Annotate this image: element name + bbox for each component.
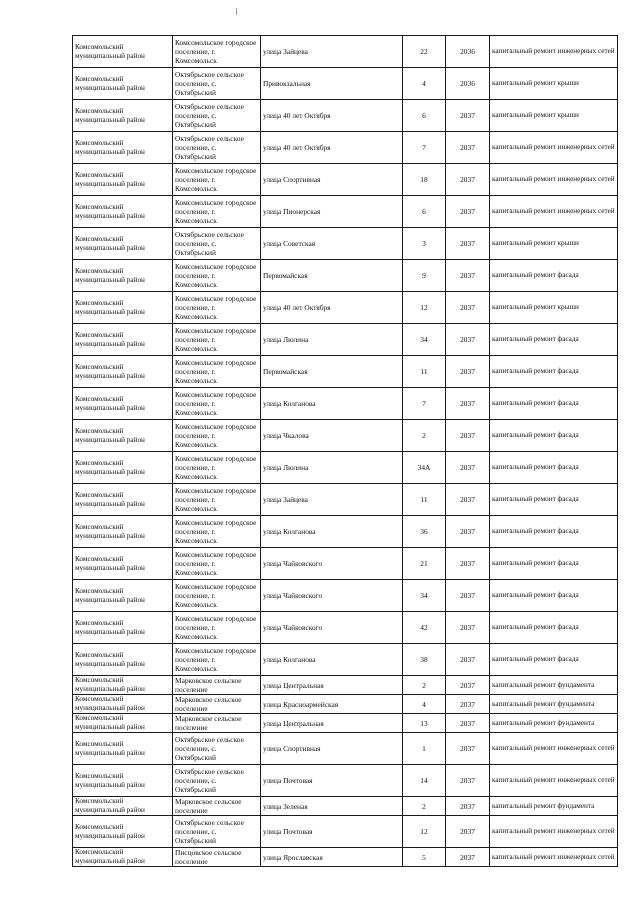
work-type-cell: капитальный ремонт фасада (490, 644, 618, 676)
house-number-cell: 1 (403, 733, 446, 765)
street-cell: улица Спортивная (261, 733, 403, 765)
street-cell: улица Чайковского (261, 580, 403, 612)
district-cell: Комсомольский муниципальный район (73, 484, 173, 516)
work-type-cell: капитальный ремонт инженерных сетей (490, 848, 618, 867)
street-cell: улица Центральная (261, 714, 403, 733)
year-cell: 2037 (446, 612, 490, 644)
year-cell: 2037 (446, 797, 490, 816)
settlement-cell: Марковское сельское поселение (173, 676, 261, 695)
year-cell: 2037 (446, 356, 490, 388)
settlement-cell: Октябрьское сельское поселение, с. Октябрьский (173, 765, 261, 797)
settlement-cell: Комсомольское городское поселение, г. Комсомольск (173, 580, 261, 612)
year-cell: 2037 (446, 816, 490, 848)
year-cell: 2037 (446, 452, 490, 484)
table-row (73, 356, 618, 388)
settlement-cell: Октябрьское сельское поселение, с. Октябрьский (173, 733, 261, 765)
street-cell: улица Люлина (261, 324, 403, 356)
house-number-cell: 2 (403, 676, 446, 695)
house-number-cell: 13 (403, 714, 446, 733)
work-type-cell: капитальный ремонт фундамента (490, 676, 618, 695)
house-number-cell: 9 (403, 260, 446, 292)
district-cell: Комсомольский муниципальный район (73, 848, 173, 867)
settlement-cell: Комсомольское городское поселение, г. Комсомольск (173, 164, 261, 196)
house-number-cell: 12 (403, 292, 446, 324)
year-cell: 2037 (446, 848, 490, 867)
street-cell: улица 40 лет Октября (261, 132, 403, 164)
year-cell: 2037 (446, 100, 490, 132)
work-type-cell: капитальный ремонт инженерных сетей (490, 36, 618, 68)
work-type-cell: капитальный ремонт фундамента (490, 797, 618, 816)
table-row (73, 324, 618, 356)
settlement-cell: Комсомольское городское поселение, г. Комсомольск (173, 484, 261, 516)
street-cell: улица Люлина (261, 452, 403, 484)
work-type-cell: капитальный ремонт крыши (490, 228, 618, 260)
year-cell: 2037 (446, 196, 490, 228)
year-cell: 2037 (446, 260, 490, 292)
street-cell: Первомайская (261, 260, 403, 292)
work-type-cell: капитальный ремонт фасада (490, 452, 618, 484)
work-type-cell: капитальный ремонт фасада (490, 260, 618, 292)
street-cell: улица 40 лет Октября (261, 100, 403, 132)
house-number-cell: 34А (403, 452, 446, 484)
year-cell: 2037 (446, 292, 490, 324)
house-number-cell: 22 (403, 36, 446, 68)
settlement-cell: Комсомольское городское поселение, г. Комсомольск (173, 36, 261, 68)
year-cell: 2037 (446, 676, 490, 695)
street-cell: улица 40 лет Октября (261, 292, 403, 324)
district-cell: Комсомольский муниципальный район (73, 580, 173, 612)
table-row (73, 388, 618, 420)
district-cell: Комсомольский муниципальный район (73, 356, 173, 388)
district-cell: Комсомольский муниципальный район (73, 733, 173, 765)
house-number-cell: 12 (403, 816, 446, 848)
work-type-cell: капитальный ремонт фасада (490, 580, 618, 612)
house-number-cell: 4 (403, 68, 446, 100)
street-cell: улица Чайковского (261, 612, 403, 644)
year-cell: 2037 (446, 420, 490, 452)
table-row (73, 848, 618, 867)
scan-mark (236, 8, 237, 15)
table-row (73, 644, 618, 676)
work-type-cell: капитальный ремонт фасада (490, 388, 618, 420)
table-row (73, 452, 618, 484)
street-cell: Первомайская (261, 356, 403, 388)
year-cell: 2037 (446, 484, 490, 516)
table-row (73, 100, 618, 132)
district-cell: Комсомольский муниципальный район (73, 260, 173, 292)
work-type-cell: капитальный ремонт инженерных сетей (490, 765, 618, 797)
table-row (73, 292, 618, 324)
settlement-cell: Марковское сельское поселение (173, 714, 261, 733)
street-cell: улица Спортивная (261, 164, 403, 196)
work-type-cell: капитальный ремонт фасада (490, 484, 618, 516)
year-cell: 2037 (446, 164, 490, 196)
street-cell: улица Зайцева (261, 36, 403, 68)
street-cell: улица Почтовая (261, 765, 403, 797)
settlement-cell: Октябрьское сельское поселение, с. Октябрьский (173, 228, 261, 260)
work-type-cell: капитальный ремонт фундамента (490, 714, 618, 733)
house-number-cell: 18 (403, 164, 446, 196)
work-type-cell: капитальный ремонт инженерных сетей (490, 196, 618, 228)
street-cell: Привокзальная (261, 68, 403, 100)
district-cell: Комсомольский муниципальный район (73, 548, 173, 580)
settlement-cell: Комсомольское городское поселение, г. Комсомольск (173, 388, 261, 420)
district-cell: Комсомольский муниципальный район (73, 612, 173, 644)
year-cell: 2037 (446, 228, 490, 260)
work-type-cell: капитальный ремонт крыши (490, 68, 618, 100)
work-type-cell: капитальный ремонт фасада (490, 420, 618, 452)
district-cell: Комсомольский муниципальный район (73, 164, 173, 196)
year-cell: 2036 (446, 68, 490, 100)
street-cell: улица Пионерская (261, 196, 403, 228)
work-type-cell: капитальный ремонт инженерных сетей (490, 132, 618, 164)
year-cell: 2037 (446, 714, 490, 733)
district-cell: Комсомольский муниципальный район (73, 765, 173, 797)
settlement-cell: Комсомольское городское поселение, г. Комсомольск (173, 260, 261, 292)
district-cell: Комсомольский муниципальный район (73, 695, 173, 714)
house-number-cell: 34 (403, 580, 446, 612)
district-cell: Комсомольский муниципальный район (73, 196, 173, 228)
house-number-cell: 3 (403, 228, 446, 260)
settlement-cell: Комсомольское городское поселение, г. Комсомольск (173, 196, 261, 228)
table-row (73, 733, 618, 765)
street-cell: улица Советская (261, 228, 403, 260)
year-cell: 2037 (446, 548, 490, 580)
work-type-cell: капитальный ремонт фасада (490, 548, 618, 580)
house-number-cell: 2 (403, 420, 446, 452)
settlement-cell: Писцовское сельское поселение (173, 848, 261, 867)
house-number-cell: 38 (403, 644, 446, 676)
district-cell: Комсомольский муниципальный район (73, 68, 173, 100)
district-cell: Комсомольский муниципальный район (73, 324, 173, 356)
settlement-cell: Октябрьское сельское поселение, с. Октябрьский (173, 68, 261, 100)
settlement-cell: Октябрьское сельское поселение, с. Октябрьский (173, 100, 261, 132)
house-number-cell: 5 (403, 848, 446, 867)
table-row (73, 765, 618, 797)
settlement-cell: Комсомольское городское поселение, г. Комсомольск (173, 420, 261, 452)
work-type-cell: капитальный ремонт инженерных сетей (490, 733, 618, 765)
house-number-cell: 4 (403, 695, 446, 714)
settlement-cell: Комсомольское городское поселение, г. Комсомольск (173, 548, 261, 580)
year-cell: 2037 (446, 388, 490, 420)
street-cell: улица Зеленая (261, 797, 403, 816)
work-type-cell: капитальный ремонт фасада (490, 324, 618, 356)
house-number-cell: 7 (403, 132, 446, 164)
table-row (73, 228, 618, 260)
table-row (73, 260, 618, 292)
house-number-cell: 14 (403, 765, 446, 797)
table-row (73, 580, 618, 612)
settlement-cell: Октябрьское сельское поселение, с. Октябрьский (173, 132, 261, 164)
street-cell: улица Красноармейская (261, 695, 403, 714)
house-number-cell: 11 (403, 484, 446, 516)
year-cell: 2037 (446, 765, 490, 797)
district-cell: Комсомольский муниципальный район (73, 388, 173, 420)
table-row (73, 132, 618, 164)
district-cell: Комсомольский муниципальный район (73, 228, 173, 260)
settlement-cell: Комсомольское городское поселение, г. Комсомольск (173, 452, 261, 484)
house-number-cell: 6 (403, 100, 446, 132)
settlement-cell: Комсомольское городское поселение, г. Комсомольск (173, 324, 261, 356)
house-number-cell: 21 (403, 548, 446, 580)
street-cell: улица Колганова (261, 644, 403, 676)
house-number-cell: 6 (403, 196, 446, 228)
table-row (73, 36, 618, 68)
table-row (73, 714, 618, 733)
settlement-cell: Комсомольское городское поселение, г. Комсомольск (173, 292, 261, 324)
work-type-cell: капитальный ремонт крыши (490, 292, 618, 324)
street-cell: улица Зайцева (261, 484, 403, 516)
year-cell: 2037 (446, 644, 490, 676)
table-row (73, 676, 618, 695)
work-type-cell: капитальный ремонт фундамента (490, 695, 618, 714)
district-cell: Комсомольский муниципальный район (73, 676, 173, 695)
house-number-cell: 11 (403, 356, 446, 388)
street-cell: улица Чайковского (261, 548, 403, 580)
house-number-cell: 36 (403, 516, 446, 548)
house-number-cell: 34 (403, 324, 446, 356)
district-cell: Комсомольский муниципальный район (73, 644, 173, 676)
repair-schedule-table (72, 35, 618, 867)
work-type-cell: капитальный ремонт фасада (490, 516, 618, 548)
table-row (73, 164, 618, 196)
house-number-cell: 42 (403, 612, 446, 644)
table-row (73, 612, 618, 644)
settlement-cell: Комсомольское городское поселение, г. Комсомольск (173, 644, 261, 676)
year-cell: 2037 (446, 695, 490, 714)
table-row (73, 816, 618, 848)
district-cell: Комсомольский муниципальный район (73, 132, 173, 164)
table-body (73, 36, 618, 867)
year-cell: 2037 (446, 733, 490, 765)
settlement-cell: Октябрьское сельское поселение, с. Октябрьский (173, 816, 261, 848)
table-row (73, 516, 618, 548)
settlement-cell: Комсомольское городское поселение, г. Комсомольск (173, 516, 261, 548)
street-cell: улица Колганова (261, 516, 403, 548)
house-number-cell: 7 (403, 388, 446, 420)
street-cell: улица Почтовая (261, 816, 403, 848)
district-cell: Комсомольский муниципальный район (73, 714, 173, 733)
work-type-cell: капитальный ремонт фасада (490, 356, 618, 388)
table-row (73, 695, 618, 714)
settlement-cell: Комсомольское городское поселение, г. Комсомольск (173, 356, 261, 388)
district-cell: Комсомольский муниципальный район (73, 100, 173, 132)
street-cell: улица Ярославская (261, 848, 403, 867)
work-type-cell: капитальный ремонт крыши (490, 100, 618, 132)
document-page (72, 35, 617, 867)
district-cell: Комсомольский муниципальный район (73, 797, 173, 816)
street-cell: улица Колганова (261, 388, 403, 420)
year-cell: 2037 (446, 516, 490, 548)
house-number-cell: 2 (403, 797, 446, 816)
year-cell: 2036 (446, 36, 490, 68)
table-row (73, 484, 618, 516)
district-cell: Комсомольский муниципальный район (73, 420, 173, 452)
district-cell: Комсомольский муниципальный район (73, 516, 173, 548)
year-cell: 2037 (446, 132, 490, 164)
work-type-cell: капитальный ремонт инженерных сетей (490, 816, 618, 848)
work-type-cell: капитальный ремонт инженерных сетей (490, 164, 618, 196)
table-row (73, 420, 618, 452)
table-row (73, 196, 618, 228)
street-cell: улица Чкалова (261, 420, 403, 452)
district-cell: Комсомольский муниципальный район (73, 816, 173, 848)
table-row (73, 548, 618, 580)
work-type-cell: капитальный ремонт фасада (490, 612, 618, 644)
district-cell: Комсомольский муниципальный район (73, 36, 173, 68)
settlement-cell: Комсомольское городское поселение, г. Комсомольск (173, 612, 261, 644)
year-cell: 2037 (446, 580, 490, 612)
year-cell: 2037 (446, 324, 490, 356)
district-cell: Комсомольский муниципальный район (73, 452, 173, 484)
district-cell: Комсомольский муниципальный район (73, 292, 173, 324)
settlement-cell: Марковское сельское поселение (173, 797, 261, 816)
table-row (73, 797, 618, 816)
settlement-cell: Марковское сельское поселение (173, 695, 261, 714)
table-row (73, 68, 618, 100)
street-cell: улица Центральная (261, 676, 403, 695)
